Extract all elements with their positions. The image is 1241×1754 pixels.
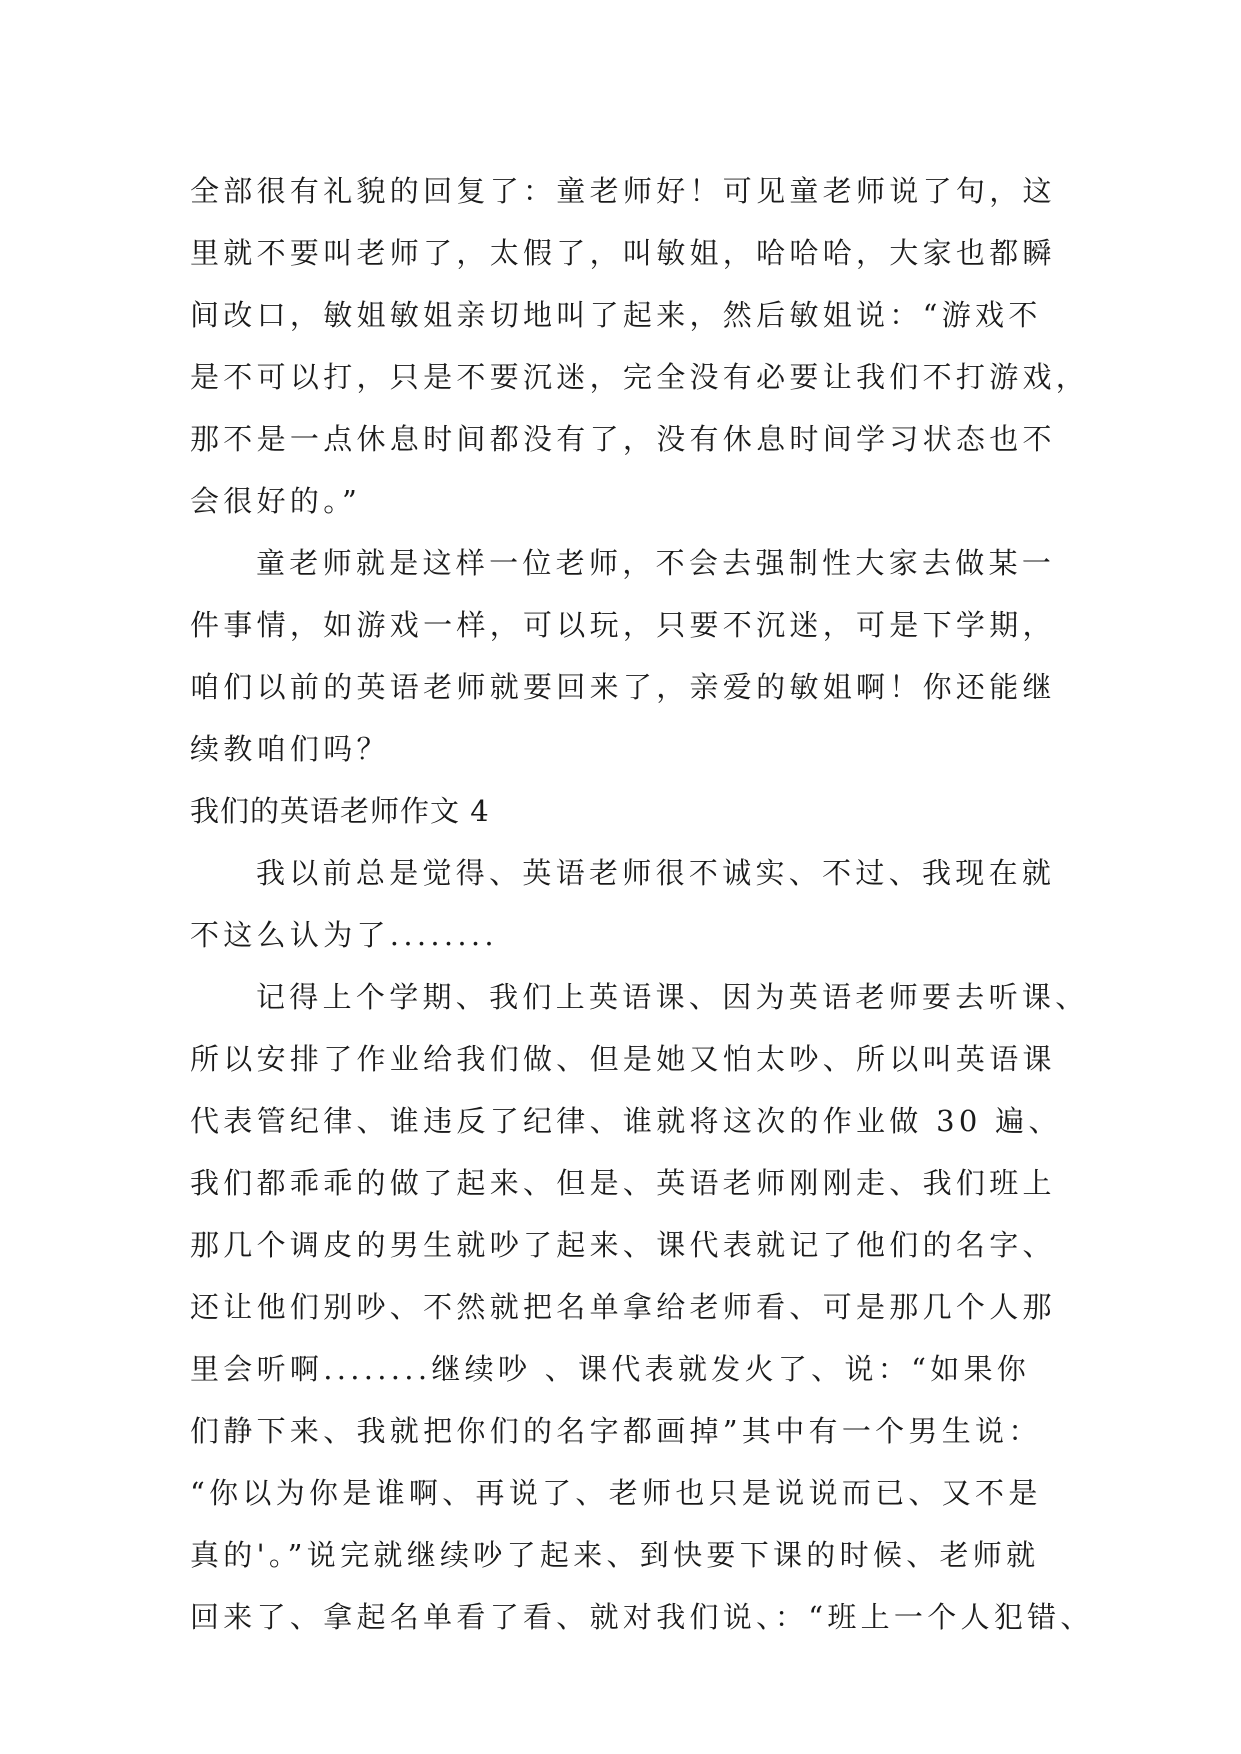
- paragraph-line: 会很好的。”: [190, 484, 362, 518]
- paragraph-line: 里会听啊........继续吵 、课代表就发火了、说：“如果你: [190, 1352, 1031, 1386]
- paragraph-line: 还让他们别吵、不然就把名单拿给老师看、可是那几个人那: [190, 1290, 1056, 1324]
- paragraph-line: 全部很有礼貌的回复了：童老师好！可见童老师说了句，这: [190, 174, 1056, 208]
- paragraph-line: 所以安排了作业给我们做、但是她又怕太吵、所以叫英语课: [190, 1042, 1056, 1076]
- section-heading: 我们的英语老师作文 4: [190, 794, 490, 828]
- paragraph-line: 是不可以打，只是不要沉迷，完全没有必要让我们不打游戏，: [190, 360, 1090, 394]
- paragraph-line: 那几个调皮的男生就吵了起来、课代表就记了他们的名字、: [190, 1228, 1056, 1262]
- document-body: [190, 160, 1094, 1648]
- paragraph-line: 我以前总是觉得、英语老师很不诚实、不过、我现在就: [256, 856, 1056, 890]
- paragraph-line: 续教咱们吗？: [190, 732, 390, 766]
- paragraph-line: 记得上个学期、我们上英语课、因为英语老师要去听课、: [256, 980, 1089, 1014]
- paragraph-line: 真的'。”说完就继续吵了起来、到快要下课的时候、老师就: [190, 1538, 1040, 1572]
- paragraph-line: 件事情，如游戏一样，可以玩，只要不沉迷，可是下学期，: [190, 608, 1056, 642]
- paragraph-line: 间改口，敏姐敏姐亲切地叫了起来，然后敏姐说：“游戏不: [190, 298, 1042, 332]
- paragraph-line: 们静下来、我就把你们的名字都画掉”其中有一个男生说：: [190, 1414, 1042, 1448]
- paragraph-line: 我们都乖乖的做了起来、但是、英语老师刚刚走、我们班上: [190, 1166, 1056, 1200]
- paragraph-line: 咱们以前的英语老师就要回来了，亲爱的敏姐啊！你还能继: [190, 670, 1056, 704]
- paragraph-line: 童老师就是这样一位老师，不会去强制性大家去做某一: [256, 546, 1056, 580]
- paragraph-line: 那不是一点休息时间都没有了，没有休息时间学习状态也不: [190, 422, 1056, 456]
- paragraph-line: 不这么认为了........: [190, 918, 498, 952]
- paragraph-line: 代表管纪律、谁违反了纪律、谁就将这次的作业做 30 遍、: [190, 1104, 1062, 1138]
- paragraph-line: “你以为你是谁啊、再说了、老师也只是说说而已、又不是: [190, 1476, 1042, 1510]
- paragraph-line: 回来了、拿起名单看了看、就对我们说、：“班上一个人犯错、: [190, 1600, 1094, 1634]
- paragraph-line: 里就不要叫老师了，太假了，叫敏姐，哈哈哈，大家也都瞬: [190, 236, 1056, 270]
